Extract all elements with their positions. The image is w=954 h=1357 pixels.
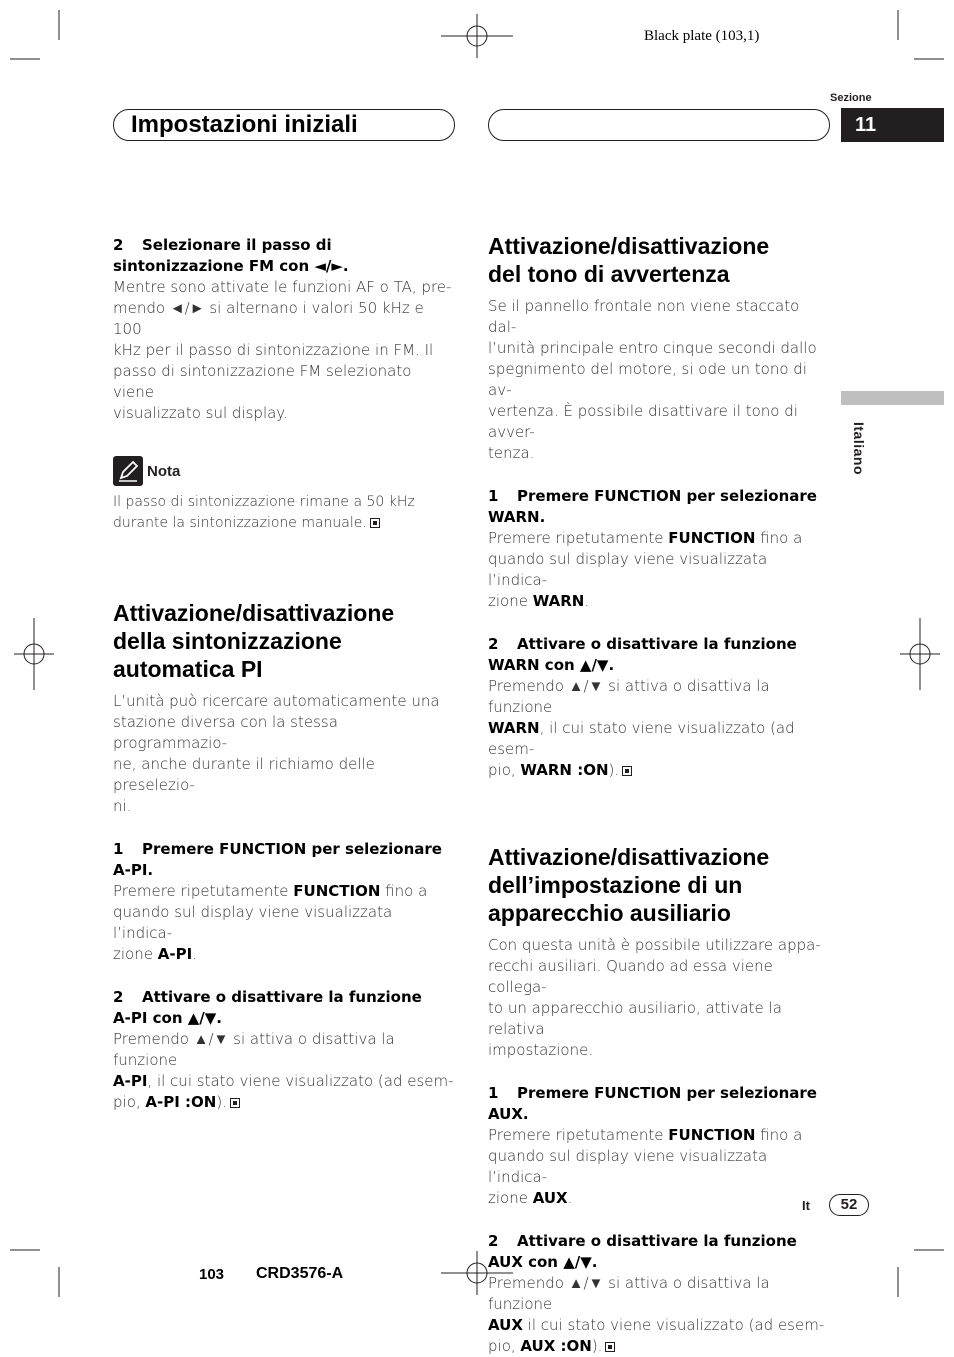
step-heading-line: AUX.	[488, 1105, 529, 1123]
body-line: l’unità principale entro cinque secondi dallo	[488, 339, 817, 357]
plate-page-number: 103	[199, 1266, 225, 1283]
body-line: Premendo ▲/▼ si attiva o disattiva la funzione	[488, 1274, 770, 1313]
section-heading: Attivazione/disattivazione dell’impostazione di un apparecchio ausiliario	[488, 844, 770, 926]
body-line: mendo ◄/► si alternano i valori 50 kHz e 100	[113, 299, 424, 338]
body-line: to un apparecchio ausiliario, attivate la relativa	[488, 999, 782, 1038]
model-code: CRD3576-A	[256, 1265, 344, 1282]
body-line: ni.	[113, 797, 132, 815]
body-line: quando sul display viene visualizzata l’indica-	[488, 1147, 768, 1186]
end-mark-icon	[622, 766, 632, 776]
note-text-line: Il passo di sintonizzazione rimane a 50 kHz	[113, 494, 415, 510]
header-empty-box	[488, 109, 830, 141]
step-heading: 2 Selezionare il passo di	[113, 236, 332, 254]
body-line: L’unità può ricercare automaticamente una	[113, 692, 440, 710]
step-heading-line: A-PI.	[113, 861, 154, 879]
right-column	[488, 232, 830, 1357]
step-heading-line: AUX con ▲/▼.	[488, 1253, 598, 1271]
step-heading: 1 Premere FUNCTION per selezionare	[113, 840, 442, 858]
body-line: spegnimento del motore, si ode un tono di av-	[488, 360, 807, 399]
page-header-title: Impostazioni iniziali	[113, 109, 455, 141]
body-line: Se il pannello frontale non viene staccato dal-	[488, 297, 800, 336]
step-heading: 2 Attivare o disattivare la funzione	[113, 988, 422, 1006]
step-heading: 1 Premere FUNCTION per selezionare	[488, 1084, 817, 1102]
section-label: Sezione	[830, 92, 872, 104]
registration-mark-left	[14, 618, 54, 690]
note-pencil-icon	[113, 456, 143, 486]
body-line: recchi ausiliari. Quando ad essa viene collega-	[488, 957, 773, 996]
language-tab	[841, 391, 944, 405]
left-column	[113, 235, 455, 1113]
body-line: impostazione.	[488, 1041, 594, 1059]
body-line: zione A-PI.	[113, 945, 197, 963]
body-line: zione WARN.	[488, 592, 590, 610]
plate-label: Black plate (103,1)	[644, 28, 760, 44]
section-heading: Attivazione/disattivazione della sintonizzazione automatica PI	[113, 600, 395, 682]
end-mark-icon	[230, 1098, 240, 1108]
body-line: Mentre sono attivate le funzioni AF o TA, pre-	[113, 278, 452, 296]
note-header	[113, 456, 455, 486]
body-line: pio, AUX :ON).	[488, 1336, 830, 1357]
body-line: zione AUX.	[488, 1189, 573, 1207]
body-line: stazione diversa con la stessa programmazio-	[113, 713, 338, 752]
body-line: Premendo ▲/▼ si attiva o disattiva la funzione	[488, 677, 770, 716]
section-number-badge: 11	[841, 108, 944, 142]
note-label: Nota	[147, 462, 181, 480]
body-line: Premendo ▲/▼ si attiva o disattiva la funzione	[113, 1030, 395, 1069]
body-line: ne, anche durante il richiamo delle preselezio-	[113, 755, 375, 794]
step-heading: 2 Attivare o disattivare la funzione	[488, 1232, 797, 1250]
step-heading-line: WARN con ▲/▼.	[488, 656, 615, 674]
language-code: It	[802, 1198, 810, 1213]
body-line: Premere ripetutamente FUNCTION fino a	[488, 529, 803, 547]
body-line: quando sul display viene visualizzata l’indica-	[488, 550, 768, 589]
note-text-line: durante la sintonizzazione manuale.	[113, 513, 455, 534]
body-line: pio, A-PI :ON).	[113, 1092, 455, 1113]
body-line: A-PI, il cui stato viene visualizzato (ad esem-	[113, 1072, 454, 1090]
registration-mark-right	[900, 618, 940, 690]
body-line: quando sul display viene visualizzata l’indica-	[113, 903, 393, 942]
end-mark-icon	[605, 1342, 615, 1352]
end-mark-icon	[370, 518, 380, 528]
section-heading: Attivazione/disattivazione del tono di avvertenza	[488, 233, 770, 287]
body-line: Premere ripetutamente FUNCTION fino a	[488, 1126, 803, 1144]
body-line: WARN, il cui stato viene visualizzato (ad esem-	[488, 719, 795, 758]
page-number: 52	[829, 1194, 869, 1216]
body-line: passo di sintonizzazione FM selezionato viene	[113, 362, 412, 401]
body-line: tenza.	[488, 444, 535, 462]
body-line: kHz per il passo di sintonizzazione in FM. Il	[113, 341, 434, 359]
step-heading: 2 Attivare o disattivare la funzione	[488, 635, 797, 653]
language-side-label: Italiano	[851, 422, 867, 476]
step-heading-line: A-PI con ▲/▼.	[113, 1009, 222, 1027]
body-line: Premere ripetutamente FUNCTION fino a	[113, 882, 428, 900]
step-heading-line: WARN.	[488, 508, 546, 526]
body-line: Con questa unità è possibile utilizzare appa-	[488, 936, 821, 954]
step-heading: 1 Premere FUNCTION per selezionare	[488, 487, 817, 505]
step-heading-line: sintonizzazione FM con ◄/►.	[113, 257, 349, 275]
body-line: AUX il cui stato viene visualizzato (ad esem-	[488, 1316, 825, 1334]
registration-mark-top	[441, 14, 513, 58]
body-line: visualizzato sul display.	[113, 404, 288, 422]
body-line: pio, WARN :ON).	[488, 760, 830, 781]
body-line: vertenza. È possibile disattivare il tono di avver-	[488, 402, 798, 441]
